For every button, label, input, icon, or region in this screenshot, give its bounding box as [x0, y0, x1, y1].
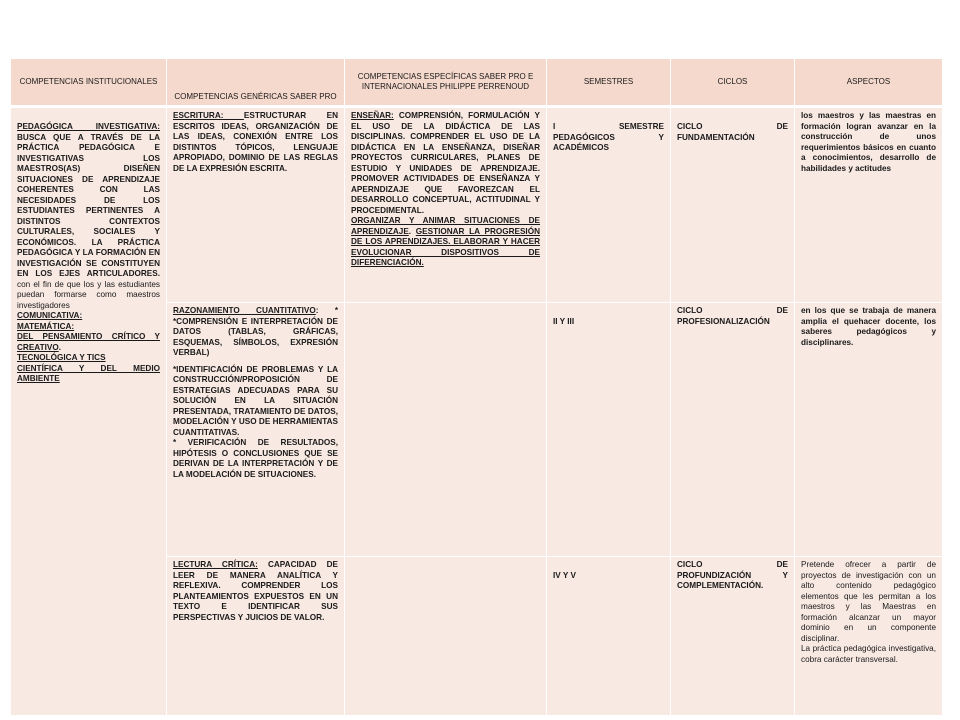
generica-lectura-cell	[167, 557, 345, 716]
matematica-label: MATEMÁTICA:	[17, 321, 75, 331]
competencias-table	[10, 58, 943, 716]
generica-escritura-cell	[167, 107, 345, 303]
ensenar-text: COMPRENSIÓN, FORMULACIÓN Y EL USO DE LA DIDÁCTICA DE LAS DISCIPLINAS. COMPRENDER EL USO DE LA DIDÁCTICA EN LA ENSEÑANZA, DISEÑAR PROYECTOS CURRICULARES, PLANES DE ESTUDIO Y UNIDADES DE APRENDIZAJE. PROMOVER ACTIVIDADES DE ENSEÑANZA Y APERNDIZAJE QUE FAVOREZCAN EL DESARROLLO CONCEPTUAL, ACTITUDINAL Y PROCEDIMENTAL.	[351, 111, 540, 215]
organizar-sep: .	[408, 226, 416, 236]
table-row	[11, 107, 943, 303]
pedagogica-investigativa-tail: con el fin de que los y las estudiantes puedan formarse como maestros investigadores	[17, 279, 160, 310]
header-semestres: SEMESTRES	[547, 59, 671, 107]
header-aspectos: ASPECTOS	[795, 59, 943, 107]
header-competencias-institucionales: COMPETENCIAS INSTITUCIONALES	[11, 59, 167, 107]
aspecto-p2: La práctica pedagógica investigativa, cobra carácter transversal.	[801, 644, 936, 664]
especifica-empty-cell	[345, 557, 547, 716]
header-competencias-genericas: COMPETENCIAS GENÉRICAS SABER PRO	[167, 59, 345, 107]
header-row	[11, 59, 943, 107]
header-ciclos: CICLOS	[671, 59, 795, 107]
pedagogica-investigativa-text: BUSCA QUE A TRAVÉS DE LA PRÁCTICA PEDAGÓGICA E INVESTIGATIVAS LOS MAESTROS(AS) DISEÑEN SITUACIONES DE APRENDIZAJE COHERENTES CON LAS NECESIDADES DE LOS ESTUDIANTES PERTINENTES A DISTINTOS CONTEXTOS CULTURALES, SOCIALES Y ECONÓMICOS. LA PRÁCTICA PEDAGÓGICA Y LA FORMACIÓN EN INVESTIGACIÓN SE CONSTITUYEN EN LOS EJES ARTICULADORES.	[17, 132, 160, 278]
tecnologica-label: TECNOLÓGICA Y TICS	[17, 353, 106, 362]
ciclo-cell: CICLO DE PROFESIONALIZACIÓN	[671, 303, 795, 557]
razonamiento-p2: *IDENTIFICACIÓN DE PROBLEMAS Y LA CONSTRUCCIÓN/PROPOSICIÓN DE ESTRATEGIAS ADECUADAS PARA SU SOLUCIÓN EN LA SITUACIÓN PRESENTADA, TRATAMIENTO DE DATOS, MODELACIÓN Y USO DE HERRAMIENTAS CUANTITATIVAS.	[173, 364, 338, 437]
ensenar-label: ENSEÑAR:	[351, 111, 394, 120]
razonamiento-p1: : * *COMPRENSIÓN E INTERPRETACIÓN DE DATOS (TABLAS, GRÁFICAS, ESQUEMAS, SÍMBOLOS, EXPRESIÓN VERBAL)	[173, 306, 338, 357]
semestre-cell: II Y III	[547, 303, 671, 557]
razonamiento-p3: * VERIFICACIÓN DE RESULTADOS, HIPÓTESIS O CONCLUSIONES QUE SE DERIVAN DE LA INTERPRETACIÓN Y DE LA MODELACIÓN DE SITUACIONES.	[173, 438, 338, 479]
escritura-label: ESCRITURA:	[173, 111, 244, 120]
lectura-critica-label: LECTURA CRÍTICA:	[173, 560, 258, 569]
generica-razonamiento-cell	[167, 303, 345, 557]
institucionales-cell	[11, 107, 167, 716]
organizar-label: ORGANIZAR Y ANIMAR SITUACIONES DE APRENDIZAJE	[351, 216, 540, 236]
aspecto-cell: en los que se trabaja de manera amplia el quehacer docente, los saberes pedagógicos y disciplinares.	[795, 303, 943, 557]
pensamiento-critico-tail: .	[58, 342, 61, 352]
header-competencias-especificas: COMPETENCIAS ESPECÍFICAS SABER PRO E INTERNACIONALES PHILIPPE PERRENOUD	[345, 59, 547, 107]
cientifica-label: CIENTÍFICA Y DEL MEDIO AMBIENTE	[17, 363, 160, 383]
aspecto-p1: Pretende ofrecer a partir de proyectos de investigación con un alto contenido pedagógico elementos que les permitan a los maestros y las Maestras en formación alcanzar un mayor dominio en un componente disciplinar.	[801, 560, 936, 643]
razonamiento-label: RAZONAMIENTO CUANTITATIVO	[173, 306, 316, 315]
especifica-ensenar-cell	[345, 107, 547, 303]
semestre-cell: IV Y V	[547, 557, 671, 716]
semestre-cell: I SEMESTRE PEDAGÓGICOS Y ACADÉMICOS	[547, 107, 671, 303]
pensamiento-critico-label: DEL PENSAMIENTO CRÍTICO Y CREATIVO	[17, 332, 160, 352]
comunicativa-label: COMUNICATIVA:	[17, 311, 83, 320]
aspecto-cell	[795, 557, 943, 716]
gestionar-label: GESTIONAR LA PROGRESIÓN DE LOS APRENDIZAJES. ELABORAR Y HACER EVOLUCIONAR DISPOSITIVOS DE DIFERENCIACIÓN.	[351, 226, 540, 267]
lectura-critica-text: CAPACIDAD DE LEER DE MANERA ANALÍTICA Y REFLEXIVA. COMPRENDER LOS PLANTEAMIENTOS EXPUESTOS EN UN TEXTO E IDENTIFICAR SUS PERSPECTIVAS Y JUICIOS DE VALOR.	[173, 560, 338, 622]
especifica-empty-cell	[345, 303, 547, 557]
ciclo-cell: CICLO DE PROFUNDIZACIÓN Y COMPLEMENTACIÓN.	[671, 557, 795, 716]
ciclo-cell: CICLO DE FUNDAMENTACIÓN	[671, 107, 795, 303]
pedagogica-investigativa-label: PEDAGÓGICA INVESTIGATIVA:	[17, 122, 160, 131]
aspecto-cell: los maestros y las maestras en formación logran avanzar en la construcción de unos requerimientos básicos en cuanto a conocimientos, desarrollo de habilidades y actitudes	[795, 107, 943, 303]
escritura-text: ESTRUCTURAR EN ESCRITOS IDEAS, ORGANIZACIÓN DE LAS IDEAS, CONEXIÓN ENTRE LOS DISTINTOS TÓPICOS, LENGUAJE APROPIADO, DOMINIO DE LAS REGLAS DE LA EXPRESIÓN ESCRITA.	[173, 111, 339, 173]
